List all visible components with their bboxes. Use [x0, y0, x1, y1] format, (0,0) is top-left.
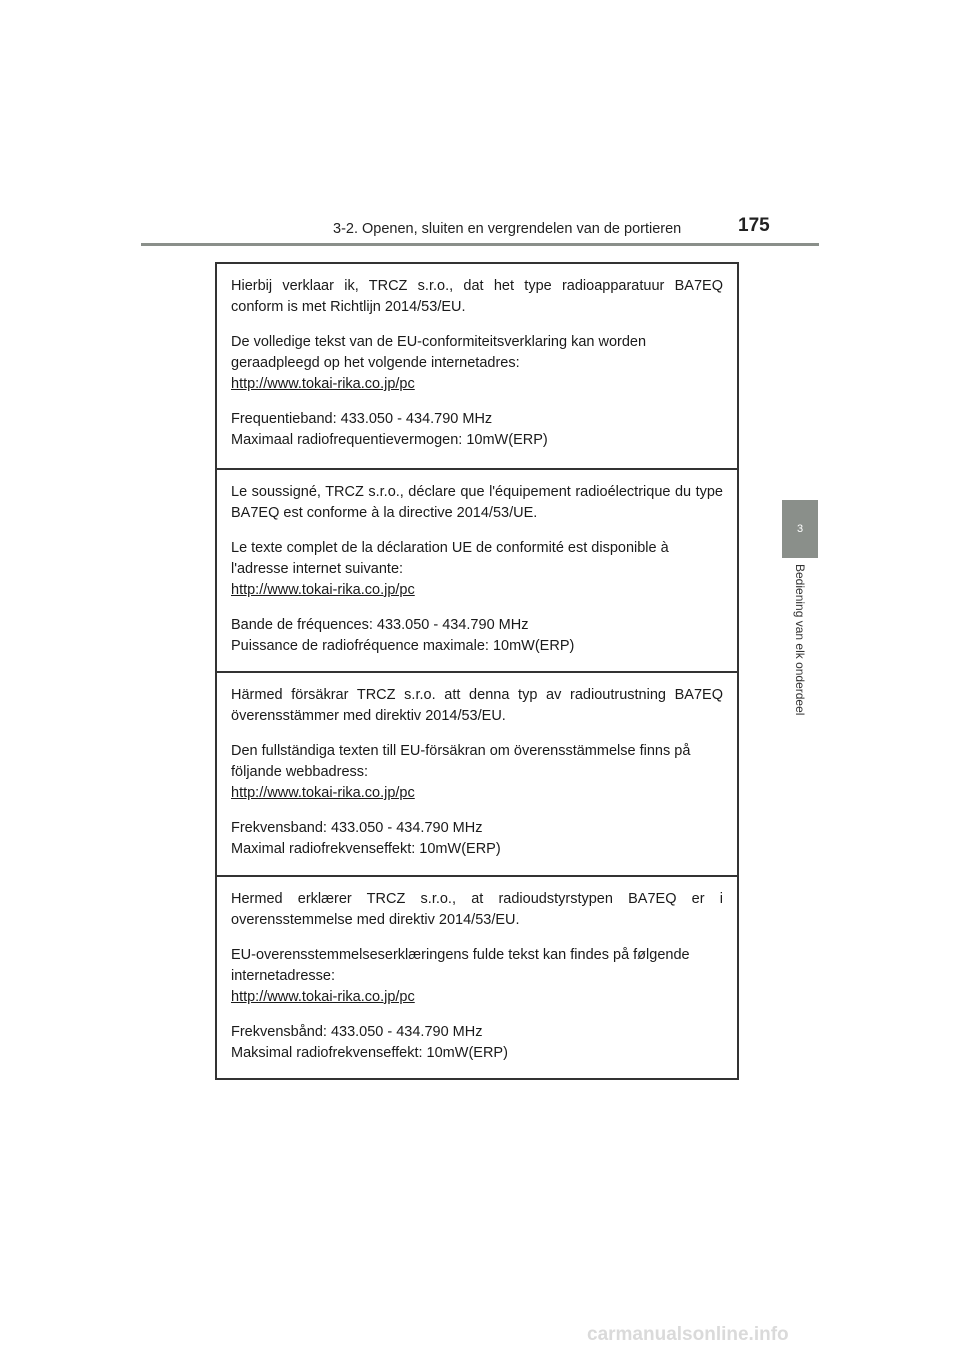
section-title: 3-2. Openen, sluiten en vergrendelen van de portieren [333, 221, 682, 237]
fulltext-note: Den fullständiga texten till EU-försäkran om överensstämmelse finns på följande webbadress: [231, 743, 691, 780]
chapter-title: Bediening van elk onderdeel [793, 564, 807, 716]
frequency-band: Frekvensbånd: 433.050 - 434.790 MHz [231, 1023, 483, 1040]
chapter-number: 3 [796, 523, 804, 535]
watermark: carmanualsonline.info [587, 1324, 789, 1345]
declaration-statement: Le soussigné, TRCZ s.r.o., déclare que l'équipement radioélectrique du type BA7EQ est conforme à la directive 2014/53/UE. [231, 483, 723, 521]
frequency-band: Frekvensband: 433.050 - 434.790 MHz [231, 820, 483, 836]
declaration-swedish [217, 671, 737, 875]
declaration-danish [217, 875, 737, 1079]
max-power: Maximaal radiofrequentievermogen: 10mW(ERP) [231, 432, 548, 448]
declaration-french [217, 468, 737, 672]
page-number: 175 [738, 215, 770, 236]
fulltext-note: EU-overensstemmelseserklæringens fulde tekst kan findes på følgende internetadresse: [231, 946, 690, 984]
max-power: Maximal radiofrekvenseffekt: 10mW(ERP) [231, 841, 501, 857]
declaration-url-link[interactable]: http://www.tokai-rika.co.jp/pc [231, 988, 415, 1005]
frequency-band: Bande de fréquences: 433.050 - 434.790 MHz [231, 616, 529, 633]
declaration-statement: Hermed erklærer TRCZ s.r.o., at radioudstyrstypen BA7EQ er i overensstemmelse med direktiv 2014/53/EU. [231, 890, 723, 928]
declaration-url-link[interactable]: http://www.tokai-rika.co.jp/pc [231, 376, 415, 392]
declaration-dutch [217, 264, 737, 468]
header-divider [141, 243, 819, 246]
frequency-band: Frequentieband: 433.050 - 434.790 MHz [231, 411, 493, 427]
fulltext-note: De volledige tekst van de EU-conformiteitsverklaring kan worden geraadpleegd op het volgende internetadres: [231, 334, 647, 371]
max-power: Puissance de radiofréquence maximale: 10mW(ERP) [231, 637, 575, 654]
declaration-url-link[interactable]: http://www.tokai-rika.co.jp/pc [231, 581, 415, 598]
declaration-box [215, 262, 739, 1080]
chapter-tab [782, 500, 818, 558]
declaration-statement: Härmed försäkrar TRCZ s.r.o. att denna typ av radioutrustning BA7EQ överensstämmer med direktiv 2014/53/EU. [231, 687, 723, 724]
fulltext-note: Le texte complet de la déclaration UE de conformité est disponible à l'adresse internet suivante: [231, 539, 669, 577]
declaration-url-link[interactable]: http://www.tokai-rika.co.jp/pc [231, 785, 415, 801]
max-power: Maksimal radiofrekvenseffekt: 10mW(ERP) [231, 1044, 508, 1061]
declaration-statement: Hierbij verklaar ik, TRCZ s.r.o., dat het type radioapparatuur BA7EQ conform is met Richtlijn 2014/53/EU. [231, 278, 723, 315]
